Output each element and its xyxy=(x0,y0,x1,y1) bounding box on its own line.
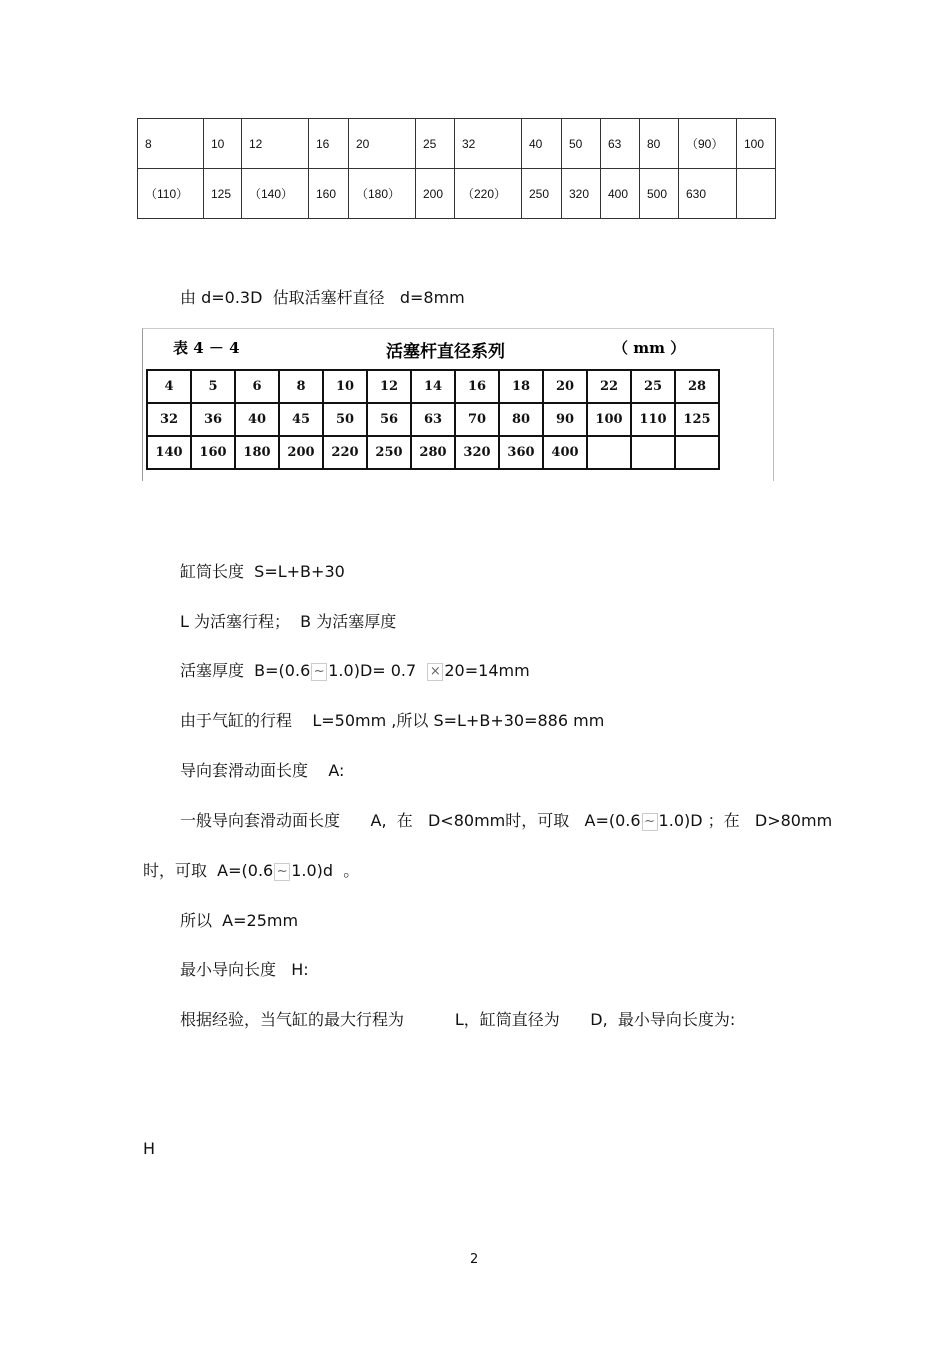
times-icon: × xyxy=(427,663,443,681)
cylinder-diameter-table xyxy=(137,118,776,219)
scan-cell: 90 xyxy=(543,403,587,436)
table-cell: 500 xyxy=(640,169,679,219)
scan-cell: 16 xyxy=(455,370,499,403)
page-number: 2 xyxy=(470,1252,479,1267)
scan-table-title: 活塞杆直径系列 xyxy=(386,342,505,362)
scan-cell: 360 xyxy=(499,436,543,469)
scan-cell: 80 xyxy=(499,403,543,436)
scan-cell xyxy=(587,436,631,469)
scan-cell: 280 xyxy=(411,436,455,469)
scan-cell: 25 xyxy=(631,370,675,403)
table-cell: 50 xyxy=(562,119,601,169)
estimate-line: 由 d=0.3D 估取活塞杆直径 d=8mm xyxy=(180,288,465,307)
table-cell: （110） xyxy=(138,169,204,219)
scan-cell: 40 xyxy=(235,403,279,436)
scan-cell xyxy=(631,436,675,469)
table-cell: （220） xyxy=(455,169,522,219)
scan-row xyxy=(147,370,719,403)
scan-cell: 320 xyxy=(455,436,499,469)
experience-line: 根据经验，当气缸的最大行程为 L，缸筒直径为 D, 最小导向长度为: xyxy=(180,1010,736,1029)
table-cell: 63 xyxy=(601,119,640,169)
scan-cell: 20 xyxy=(543,370,587,403)
stroke-line: 由于气缸的行程 L=50mm ,所以 S=L+B+30=886 mm xyxy=(180,711,605,730)
scan-row xyxy=(147,436,719,469)
scan-cell: 63 xyxy=(411,403,455,436)
scan-cell: 160 xyxy=(191,436,235,469)
table-cell: 12 xyxy=(242,119,309,169)
guide-length-heading: 导向套滑动面长度 A: xyxy=(180,761,345,780)
scan-cell: 250 xyxy=(367,436,411,469)
scan-cell: 32 xyxy=(147,403,191,436)
piston-thickness-text-c: 20=14mm xyxy=(444,661,530,680)
tilde-icon: ~ xyxy=(642,813,658,831)
guide-rule-text-b: 1.0)D ；在 D>80mm xyxy=(658,811,833,830)
scan-cell: 70 xyxy=(455,403,499,436)
table-cell: 100 xyxy=(737,119,776,169)
table-cell: 250 xyxy=(522,169,562,219)
min-guide-heading: 最小导向长度 H: xyxy=(180,960,309,979)
scan-cell: 22 xyxy=(587,370,631,403)
table-row xyxy=(138,169,776,219)
rod-diameter-scan-image xyxy=(142,328,774,481)
scan-cell: 200 xyxy=(279,436,323,469)
table-cell: 16 xyxy=(309,119,349,169)
scan-cell: 140 xyxy=(147,436,191,469)
table-cell: （90） xyxy=(679,119,737,169)
scan-cell: 180 xyxy=(235,436,279,469)
cylinder-length-line: 缸筒长度 S=L+B+30 xyxy=(180,562,345,581)
scan-cell: 56 xyxy=(367,403,411,436)
scan-cell xyxy=(675,436,719,469)
table-cell: 125 xyxy=(204,169,242,219)
scan-cell: 36 xyxy=(191,403,235,436)
table-row xyxy=(138,119,776,169)
scan-cell: 8 xyxy=(279,370,323,403)
guide-rule-text-d: 1.0)d 。 xyxy=(291,861,360,880)
scan-cell: 220 xyxy=(323,436,367,469)
table-cell: （140） xyxy=(242,169,309,219)
scan-row xyxy=(147,403,719,436)
guide-result-line: 所以 A=25mm xyxy=(180,911,299,930)
table-cell: 8 xyxy=(138,119,204,169)
scan-table-label: 表 4 － 4 xyxy=(173,339,240,357)
scan-cell: 18 xyxy=(499,370,543,403)
scan-cell: 50 xyxy=(323,403,367,436)
table-cell: （180） xyxy=(349,169,416,219)
rod-diameter-grid xyxy=(146,369,720,470)
scan-cell: 5 xyxy=(191,370,235,403)
table-cell: 320 xyxy=(562,169,601,219)
scan-cell: 28 xyxy=(675,370,719,403)
table-cell: 32 xyxy=(455,119,522,169)
table-cell: 40 xyxy=(522,119,562,169)
tilde-icon: ~ xyxy=(311,663,327,681)
scan-cell: 10 xyxy=(323,370,367,403)
table-cell: 400 xyxy=(601,169,640,219)
piston-thickness-text-a: 活塞厚度 B=(0.6 xyxy=(180,661,311,680)
table-cell: 630 xyxy=(679,169,737,219)
formula-h-label: H xyxy=(143,1139,156,1158)
scan-cell: 110 xyxy=(631,403,675,436)
scan-table-unit: （ mm ） xyxy=(613,339,686,357)
table-cell: 160 xyxy=(309,169,349,219)
piston-thickness-text-b: 1.0)D= 0.7 xyxy=(328,661,417,680)
variable-definition-line: L 为活塞行程； B 为活塞厚度 xyxy=(180,612,397,631)
piston-thickness-line xyxy=(180,658,530,681)
table-cell xyxy=(737,169,776,219)
scan-cell: 6 xyxy=(235,370,279,403)
scan-cell: 100 xyxy=(587,403,631,436)
tilde-icon: ~ xyxy=(274,863,290,881)
scan-cell: 14 xyxy=(411,370,455,403)
scan-cell: 4 xyxy=(147,370,191,403)
table-cell: 10 xyxy=(204,119,242,169)
table-cell: 20 xyxy=(349,119,416,169)
table-cell: 200 xyxy=(416,169,455,219)
guide-rule-continuation xyxy=(143,858,359,881)
scan-cell: 400 xyxy=(543,436,587,469)
table-cell: 25 xyxy=(416,119,455,169)
scan-cell: 12 xyxy=(367,370,411,403)
guide-rule-line xyxy=(180,808,832,831)
table-cell: 80 xyxy=(640,119,679,169)
scan-cell: 45 xyxy=(279,403,323,436)
guide-rule-text-c: 时，可取 A=(0.6 xyxy=(143,861,274,880)
scan-cell: 125 xyxy=(675,403,719,436)
guide-rule-text-a: 一般导向套滑动面长度 A, 在 D<80mm时，可取 A=(0.6 xyxy=(180,811,641,830)
